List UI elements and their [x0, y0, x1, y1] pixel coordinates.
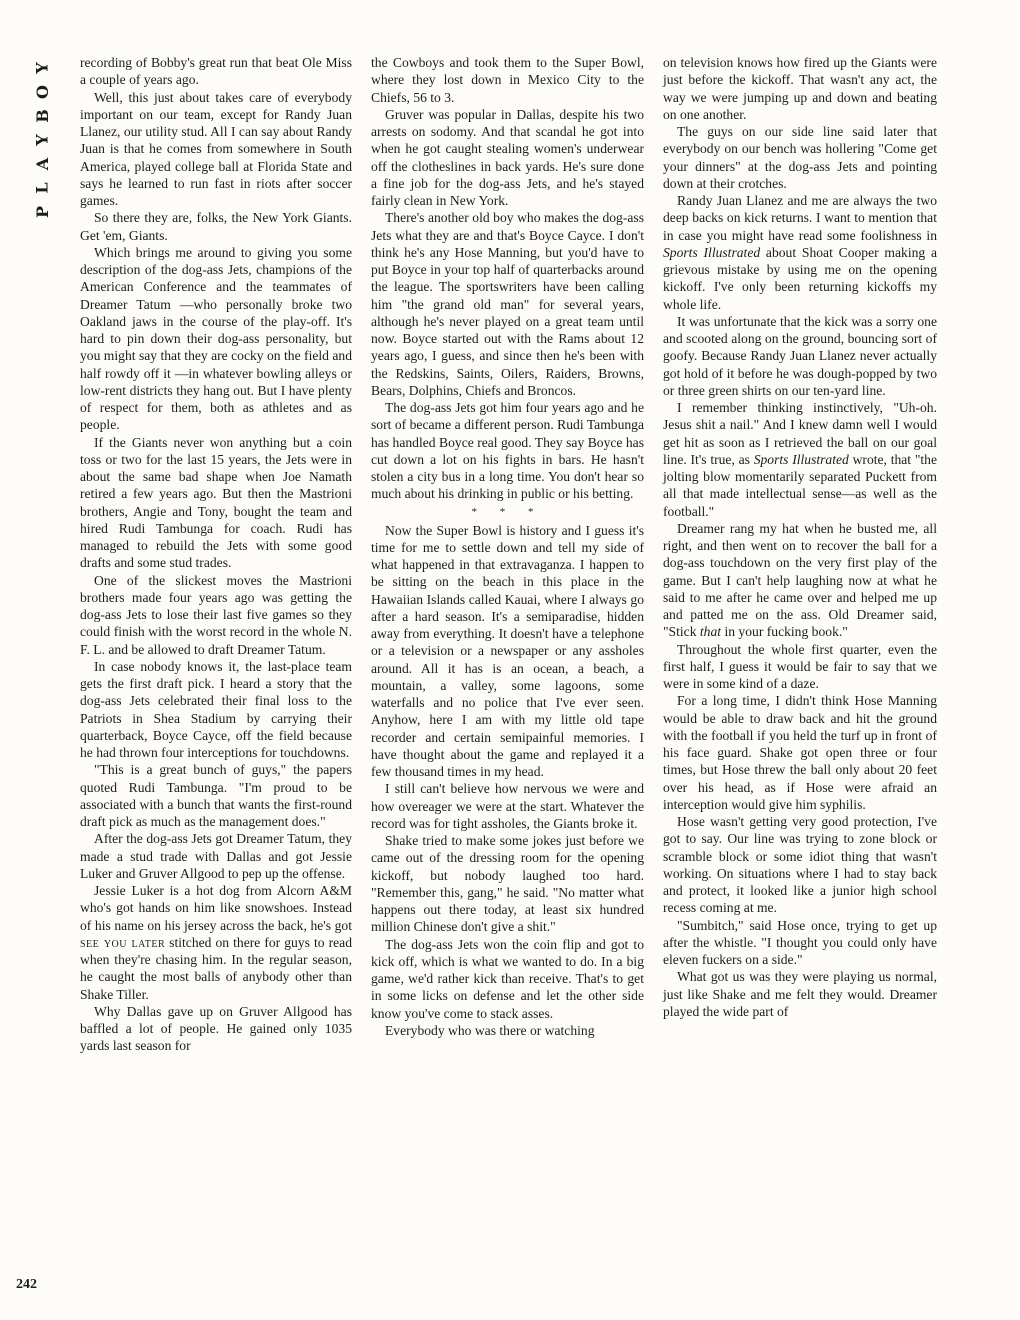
text-column-3: [663, 54, 937, 1020]
paragraph-text: I remember thinking instinctively, "Uh-oh. Jesus shit a nail." And I knew damn well I would get hit as soon as I retrieved the ball on our goal line. It's true, as: [663, 400, 937, 467]
body-paragraph: It was unfortunate that the kick was a sorry one and scooted along on the ground, bouncing sort of goofy. Because Randy Juan Llanez never actually got hold of it before he was dough-popped by two or three green shirts on our ten-yard line.: [663, 313, 937, 398]
body-paragraph: [663, 192, 937, 313]
paragraph-text: Jessie Luker is a hot dog from Alcorn A&M who's got hands on him like snowshoes. Instead of his name on his jersey across the back, he's got: [80, 883, 352, 933]
paragraph-text: in your fucking book.": [721, 624, 848, 640]
paragraph-text: Dreamer rang my hat when he busted me, all right, and then went on to recover the ball for a dog-ass touchdown on the very first play of the game. But I can't help laughing now at what he said to me after he came over and helped me up and patted me on the ass. Old Dreamer said, "Stick: [663, 520, 937, 640]
body-paragraph: on television knows how fired up the Giants were just before the kickoff. That wasn't any act, the way we were jumping up and down and beating on one another.: [663, 55, 937, 122]
body-paragraph: So there they are, folks, the New York Giants. Get 'em, Giants.: [80, 210, 352, 243]
body-paragraph: For a long time, I didn't think Hose Manning would be able to draw back and hit the ground with the football if you held the turf up in front of his face guard. Shake got open three or four times, but Hose threw the ball only about 20 feet over his head, as if Hose were afraid an interception would give him syphilis.: [663, 693, 937, 812]
body-paragraph: Hose wasn't getting very good protection, I've got to say. Our line was trying to zone block or scramble block or some idiot thing that wasn't working. On situations where I had to stay back and protect, it looked like a junior high school recess coming at me.: [663, 814, 937, 916]
body-paragraph: The dog-ass Jets got him four years ago and he sort of became a different person. Rudi Tambunga has handled Boyce real good. They say Boyce has cut down a lot on his fights in bars. He hasn't stolen a city bus in a long time. You don't hear so much about his drinking in public or his betting.: [371, 400, 644, 502]
masthead-letter: L: [33, 182, 52, 194]
body-paragraph: There's another old boy who makes the dog-ass Jets what they are and that's Boyce Cayce. I don't think he's any Hose Manning, but you'd have to put Boyce in your top half of quarterbacks around the league. The sportswriters have been calling him "the grand old man" for several years, although he's never played on a great team until now. Boyce started out with the Rams about 12 years ago, I guess, and since then he's been with the Redskins, Saints, Oilers, Raiders, Browns, Bears, Dolphins, Chiefs and Broncos.: [371, 210, 644, 398]
section-break: * * *: [471, 505, 544, 518]
masthead-letter: A: [32, 157, 52, 171]
masthead-letter: O: [33, 85, 52, 99]
paragraph-text: wrote, that "the jolting blow momentarily separated Puckett from all that made intellectual sense—as well as the football.": [663, 451, 937, 519]
body-paragraph: [663, 399, 937, 520]
body-paragraph: Why Dallas gave up on Gruver Allgood has baffled a lot of people. He gained only 1035 yards last season for: [80, 1003, 352, 1054]
masthead-letter: Y: [32, 134, 52, 146]
body-paragraph: One of the slickest moves the Mastrioni brothers made four years ago was getting the dog-ass Jets to lose their last five games so they could finish with the worst record in the whole N. F. L. and be allowed to draft Dreamer Tatum.: [80, 572, 352, 657]
body-paragraph: Everybody who was there or watching: [385, 1022, 595, 1038]
masthead-letter: B: [33, 109, 52, 123]
text-column-1: [80, 54, 352, 1055]
body-paragraph: Now the Super Bowl is history and I guess it's time for me to settle down and tell my side of what happened in that extravaganza. I happen to be sitting on the beach in this place in the Hawaiian Islands called Kauai, where I always go after a hard season. It's a semiparadise, hidden away from everything. It doesn't have a telephone or a television or a newspaper or any assholes around. All it has is an ocean, a beach, a mountain, a valley, some lagoons, some waterfalls and no police that I've ever seen. Anyhow, here I am with my little old tape recorder and certain semipainful memories. I have thought about the game and replayed it a few thousand times in my head.: [371, 522, 644, 779]
body-paragraph: Well, this just about takes care of everybody important on our team, except for Randy Juan Llanez, our utility stud. All I can say about Randy Juan is that he comes from somewhere in South America, played college ball at Florida State and says he learned to run fast in riots after soccer games.: [80, 89, 352, 208]
body-paragraph: Which brings me around to giving you some description of the dog-ass Jets, champions of the American Conference and the teammates of Dreamer Tatum —who personally broke two Oakland jaws in the course of the play-off. It's hard to pin down their dog-ass personality, but you might say that they are cocky on the field and half rowdy off it —in whatever bowling alleys or low-rent districts they hang out. But I have plenty of respect for them, both as athletes and as people.: [80, 244, 352, 433]
magazine-masthead-vertical: [30, 56, 56, 224]
body-paragraph: If the Giants never won anything but a coin toss or two for the last 15 years, the Jets were in about the same bad shape when Joe Namath retired a few years ago. But then the Mastrioni brothers, Angie and Tony, bought the team and hired Rudi Tambunga for coach. Rudi has managed to rebuild the Jets with some good drafts and some stud trades.: [80, 434, 352, 571]
paragraph-text: about Shoat Cooper making a grievous mistake by using me on the opening kickoff. I've only been returning kickoffs my whole life.: [663, 244, 937, 312]
body-paragraph: I still can't believe how nervous we were and how overeager we were at the start. Whatever the record was for tight assholes, the Giants broke it.: [371, 781, 644, 831]
body-paragraph: The guys on our side line said later that everybody on our bench was hollering "Come get your dinners" at the dog-ass Jets and pointing down at their crotches.: [663, 124, 937, 191]
body-paragraph: [663, 520, 937, 641]
body-paragraph: recording of Bobby's great run that beat Ole Miss a couple of years ago.: [80, 55, 352, 88]
body-paragraph: The dog-ass Jets won the coin flip and got to kick off, which is what we wanted to do. In a big game, we'd rather kick than receive. That's to get in some licks on defense and let the other side know you've come to stack asses.: [371, 936, 644, 1021]
italic-title: Sports Illustrated: [663, 244, 761, 260]
page-number: 242: [16, 1277, 37, 1292]
body-paragraph: In case nobody knows it, the last-place team gets the first draft pick. I heard a story that the dog-ass Jets celebrated their final loss to the Patriots in Shea Stadium by carrying their quarterback, Boyce Cayce, off the field because he had thrown four interceptions for touchdowns.: [80, 658, 352, 760]
small-caps-text: see you later: [80, 934, 166, 950]
body-paragraph: After the dog-ass Jets got Dreamer Tatum, they made a stud trade with Dallas and got Jessie Luker and Gruver Allgood to pep up the offense.: [80, 831, 352, 881]
body-paragraph: the Cowboys and took them to the Super Bowl, where they lost down in Mexico City to the Chiefs, 56 to 3.: [371, 55, 644, 105]
body-paragraph: "This is a great bunch of guys," the papers quoted Rudi Tambunga. "I'm proud to be associated with a bunch that wants the first-round draft pick as much as the management does.": [80, 762, 352, 829]
masthead-letter: P: [33, 205, 52, 219]
body-paragraph: [80, 882, 352, 1003]
italic-title: that: [699, 624, 722, 640]
body-paragraph: What got us was they were playing us normal, just like Shake and me felt they would. Dreamer played the wide part of: [663, 969, 937, 1019]
text-column-2: [371, 54, 644, 1039]
body-paragraph: Shake tried to make some jokes just before we came out of the dressing room for the opening kickoff, but nobody laughed too hard. "Remember this, gang," he said. "No matter what happens out there today, at least six hundred million Chinese don't give a shit.": [371, 833, 644, 935]
body-paragraph: Throughout the whole first quarter, even the first half, I guess it would be fair to say that we were in some kind of a daze.: [663, 641, 937, 691]
paragraph-text: stitched on there for guys to read when they're chasing him. In the regular season, he caught the most balls of anybody other than Shake Tiller.: [80, 934, 352, 1002]
italic-title: Sports Illustrated: [753, 451, 849, 467]
body-paragraph: "Sumbitch," said Hose once, trying to get up after the whistle. "I thought you could only have eleven fuckers on a side.": [663, 917, 937, 967]
masthead-letter: Y: [32, 62, 52, 74]
body-paragraph: Gruver was popular in Dallas, despite his two arrests on sodomy. And that scandal he got into when he got caught stealing women's underwear off the clotheslines in back yards. He's sure done a fine job for the dog-ass Jets, and he's stayed fairly clean in New York.: [371, 106, 644, 208]
paragraph-text: Randy Juan Llanez and me are always the two deep backs on kick returns. I want to mention that in case you might have read some foolishness in: [663, 193, 937, 243]
